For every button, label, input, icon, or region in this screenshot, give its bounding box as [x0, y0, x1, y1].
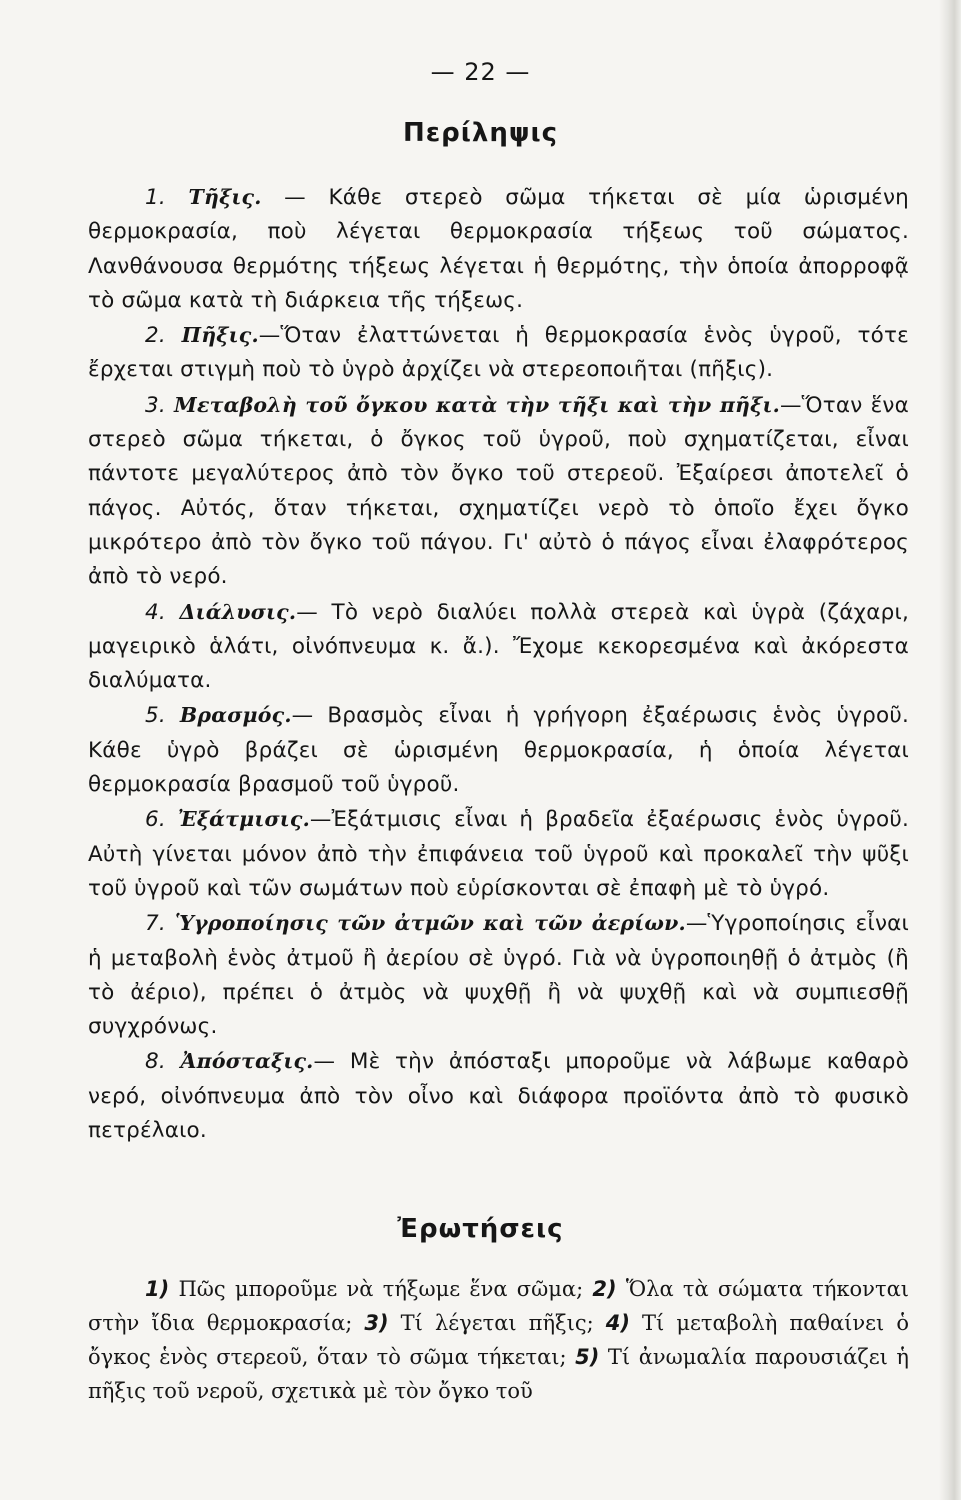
summary-item: 3. Μεταβολὴ τοῦ ὄγκου κατὰ τὴν τῆξι καὶ τὴν πῆξι.—Ὅταν ἕνα στερεὸ σῶμα τήκεται, ὁ ὄγκος τοῦ ὑγροῦ, ποὺ σχηματίζεται, εἶναι πάντοτε μεγαλύτερος ἀπὸ τὸν ὄγκο τοῦ στερεοῦ. Ἐξαίρεσι ἀποτελεῖ ὁ πάγος. Αὐτός, ὅταν τήκεται, σχηματίζει νερὸ τὸ ὁποῖο ἔχει ὄγκο μικρότερο ἀπὸ τὸν ὄγκο τοῦ πάγου. Γι' αὐτὸ ὁ πάγος εἶναι ἐλαφρότερος ἀπὸ τὸ νερό.	[88, 392, 909, 590]
summary-term: Τῆξις.	[188, 185, 262, 209]
summary-term: Ὑγροποίησις τῶν ἀτμῶν καὶ τῶν ἀερίων.	[174, 911, 686, 936]
question-text: Πῶς μποροῦμε νὰ τήξωμε ἕνα σῶμα;	[178, 1277, 584, 1301]
page-number: — 22 —	[430, 58, 531, 86]
questions-section	[88, 1272, 909, 1408]
summary-item: 4. Διάλυσις.— Τὸ νερὸ διαλύει πολλὰ στερεὰ καὶ ὑγρὰ (ζάχαρι, μαγειρικὸ ἁλάτι, οἰνόπνευμα κ. ἄ.). Ἔχομε κεκορεσμένα καὶ ἀκόρεστα διαλύματα.	[88, 599, 909, 694]
question-text: Ὅλα τὰ σώματα τήκονται στὴν ἴδια θερμοκρασία;	[88, 1277, 909, 1335]
question-number: 3)	[364, 1311, 389, 1335]
question-number: 1)	[145, 1277, 170, 1301]
questions-heading: Ἐρωτήσεις	[397, 1214, 564, 1244]
summary-section	[88, 180, 909, 1148]
summary-term: Διάλυσις.	[179, 599, 297, 624]
summary-term: Ἀπόσταξις.	[180, 1049, 314, 1074]
question-number: 2)	[592, 1277, 617, 1301]
question-number: 5)	[575, 1345, 600, 1369]
summary-item: 7. Ὑγροποίησις τῶν ἀτμῶν καὶ τῶν ἀερίων.—Ὑγροποίησις εἶναι ἡ μεταβολὴ ἑνὸς ἀτμοῦ ἢ ἀερίου σὲ ὑγρό. Γιὰ νὰ ὑγροποιηθῇ ὁ ἀτμὸς (ἢ τὸ ἀέριο), πρέπει ὁ ἀτμὸς νὰ ψυχθῇ ἢ νὰ ψυχθῇ καὶ νὰ συμπιεσθῇ συγχρόνως.	[88, 911, 909, 1040]
summary-heading: Περίληψις	[402, 118, 559, 148]
summary-item: 5. Βρασμός.— Βρασμὸς εἶναι ἡ γρήγορη ἐξαέρωσις ἑνὸς ὑγροῦ. Κάθε ὑγρὸ βράζει σὲ ὡρισμένη θερμοκρασία, ἡ ὁποία λέγεται θερμοκρασία βρασμοῦ τοῦ ὑγροῦ.	[88, 703, 909, 798]
summary-term: Βρασμός.	[179, 703, 292, 728]
summary-item: 2. Πῆξις.—Ὅταν ἐλαττώνεται ἡ θερμοκρασία ἑνὸς ὑγροῦ, τότε ἔρχεται στιγμὴ ποὺ τὸ ὑγρὸ ἀρχίζει νὰ στερεοποιῆται (πῆξις).	[88, 323, 909, 383]
summary-item: 8. Ἀπόσταξις.— Μὲ τὴν ἀπόσταξι μποροῦμε νὰ λάβωμε καθαρὸ νερό, οἰνόπνευμα ἀπὸ τὸν οἶνο καὶ διάφορα προϊόντα ἀπὸ τὸ φυσικὸ πετρέλαιο.	[88, 1049, 909, 1144]
question-text: Τί μεταβολὴ παθαίνει ὁ ὄγκος ἑνὸς στερεοῦ, ὅταν τὸ σῶμα τήκεται;	[88, 1311, 909, 1369]
page-edge-shadow	[939, 0, 961, 1500]
summary-item: 6. Ἐξάτμισις.—Ἐξάτμισις εἶναι ἡ βραδεῖα ἐξαέρωσις ἑνὸς ὑγροῦ. Αὐτὴ γίνεται μόνον ἀπὸ τὴν ἐπιφάνεια τοῦ ὑγροῦ καὶ προκαλεῖ τὴν ψῦξι τοῦ ὑγροῦ καὶ τῶν σωμάτων ποὺ εὑρίσκονται σὲ ἐπαφὴ μὲ τὸ ὑγρό.	[88, 807, 909, 901]
question-text: Τί ἀνωμαλία παρουσιάζει ἡ πῆξις τοῦ νεροῦ, σχετικὰ μὲ τὸν ὄγκο τοῦ	[88, 1345, 909, 1403]
summary-term: Πῆξις.	[181, 323, 259, 348]
question-text: Τί λέγεται πῆξις;	[400, 1311, 594, 1335]
question-number: 4)	[605, 1311, 630, 1335]
summary-item: 1. Τῆξις. — Κάθε στερεὸ σῶμα τήκεται σὲ μία ὡρισμένη θερμοκρασία, ποὺ λέγεται θερμοκρασία τήξεως τοῦ σώματος. Λανθάνουσα θερμότης τήξεως λέγεται ἡ θερμότης, τὴν ὁποία ἀπορροφᾷ τὸ σῶμα κατὰ τὴ διάρκεια τῆς τήξεως.	[88, 185, 909, 313]
summary-term: Ἐξάτμισις.	[177, 807, 310, 832]
summary-term: Μεταβολὴ τοῦ ὄγκου κατὰ τὴν τῆξι καὶ τὴν πῆξι.	[174, 392, 780, 417]
